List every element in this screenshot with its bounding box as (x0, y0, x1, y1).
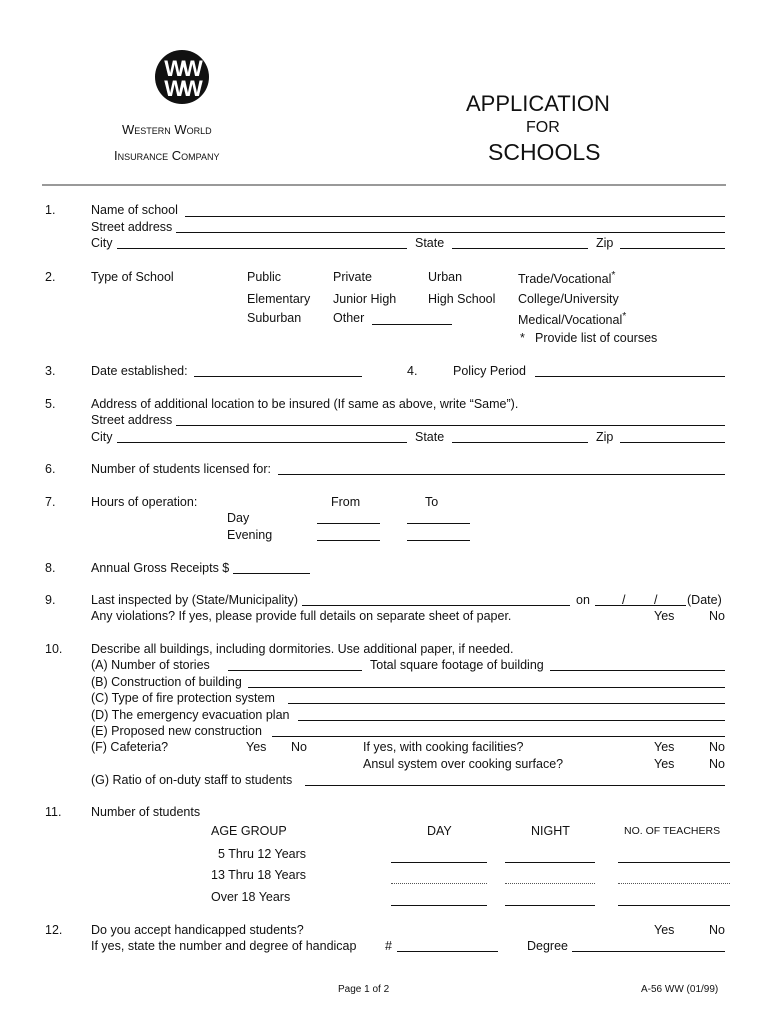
q1-street-field[interactable] (176, 232, 725, 233)
q12-label2: If yes, state the number and degree of handicap (91, 939, 357, 953)
q9-label: Last inspected by (State/Municipality) (91, 593, 299, 607)
q1-city-label: City (91, 236, 113, 250)
q11-day-header: DAY (427, 824, 452, 838)
q5-zip-field[interactable] (620, 442, 725, 443)
q2-junior-high[interactable]: Junior High (333, 292, 397, 306)
q9-date-label: (Date) (687, 593, 722, 607)
q12-yes[interactable]: Yes (654, 923, 675, 937)
q2-note: Provide list of courses (535, 331, 658, 345)
q5-label: Address of additional location to be insured (If same as above, write “Same”). (91, 397, 519, 411)
q9-date-field[interactable] (595, 605, 686, 606)
q5-street-field[interactable] (176, 425, 725, 426)
q2-college[interactable]: College/University (518, 292, 619, 306)
q10-cooking-yes[interactable]: Yes (654, 740, 675, 754)
q6-label: Number of students licensed for: (91, 462, 271, 476)
q4-number: 4. (407, 364, 418, 378)
q5-number: 5. (45, 397, 56, 411)
q7-evening-label: Evening (227, 528, 273, 542)
q2-private[interactable]: Private (333, 270, 372, 284)
q12-no[interactable]: No (709, 923, 725, 937)
q2-medical-text: Medical/Vocational (518, 313, 623, 328)
q7-evening-from-field[interactable] (317, 540, 380, 541)
q11-row3-day-field[interactable] (391, 905, 487, 906)
q11-row1-day-field[interactable] (391, 862, 487, 863)
q10-a2-field[interactable] (550, 670, 725, 671)
q2-high-school[interactable]: High School (428, 292, 496, 306)
q1-name-label: Name of school (91, 203, 178, 217)
q1-city-field[interactable] (117, 248, 407, 249)
q5-city-label: City (91, 430, 113, 444)
title-schools: SCHOOLS (488, 139, 601, 165)
q7-to-header: To (425, 495, 439, 509)
q10-b-field[interactable] (248, 687, 725, 688)
logo-text-bottom: WW (164, 76, 200, 101)
q11-age-header: AGE GROUP (211, 824, 287, 838)
q11-row3-teachers-field[interactable] (618, 905, 730, 906)
q2-trade-vocational[interactable] (518, 271, 615, 286)
q9-on-label: on (576, 593, 590, 607)
q10-a-label: (A) Number of stories (91, 658, 210, 672)
q11-row-label: 13 Thru 18 Years (211, 868, 306, 882)
q9-slash-1: / (622, 593, 626, 607)
q2-other-field[interactable] (372, 324, 452, 325)
q3-number: 3. (45, 364, 56, 378)
q5-state-label: State (415, 430, 445, 444)
title-application: APPLICATION (466, 91, 610, 116)
page-number: Page 1 of 2 (338, 984, 390, 995)
q11-row-label: 5 Thru 12 Years (218, 847, 307, 861)
q3-label: Date established: (91, 364, 188, 378)
q7-day-to-field[interactable] (407, 523, 470, 524)
q10-g-label: (G) Ratio of on-duty staff to students (91, 773, 293, 787)
q11-night-header: NIGHT (531, 824, 570, 838)
q3-date-field[interactable] (194, 376, 362, 377)
q7-day-from-field[interactable] (317, 523, 380, 524)
q1-zip-field[interactable] (620, 248, 725, 249)
q10-ansul-no[interactable]: No (709, 757, 725, 771)
q7-evening-to-field[interactable] (407, 540, 470, 541)
q11-row1-night-field[interactable] (505, 862, 595, 863)
q2-urban[interactable]: Urban (428, 270, 463, 284)
q10-a2-label: Total square footage of building (370, 658, 544, 672)
company-name-line1: Western World (122, 122, 212, 137)
q4-policy-field[interactable] (535, 376, 725, 377)
q5-city-field[interactable] (117, 442, 407, 443)
q2-trade-star: * (611, 270, 616, 281)
q10-f-no[interactable]: No (291, 740, 307, 754)
q9-inspector-field[interactable] (302, 605, 570, 606)
q5-state-field[interactable] (452, 442, 588, 443)
q2-number: 2. (45, 270, 56, 284)
q9-slash-2: / (654, 593, 658, 607)
q10-cooking-label: If yes, with cooking facilities? (363, 740, 524, 754)
q12-number: 12. (45, 923, 63, 937)
q10-f-label: (F) Cafeteria? (91, 740, 169, 754)
q11-number: 11. (45, 805, 62, 819)
q8-label: Annual Gross Receipts $ (91, 561, 230, 575)
q1-number: 1. (45, 203, 56, 217)
q8-number: 8. (45, 561, 56, 575)
q4-label: Policy Period (453, 364, 526, 378)
q10-e-label: (E) Proposed new construction (91, 724, 262, 738)
form-code: A-56 WW (01/99) (641, 984, 719, 995)
q10-c-field[interactable] (288, 703, 725, 704)
q10-cooking-no[interactable]: No (709, 740, 725, 754)
q7-label: Hours of operation: (91, 495, 198, 509)
q12-label: Do you accept handicapped students? (91, 923, 304, 937)
q9-number: 9. (45, 593, 56, 607)
q2-medical-star: * (622, 311, 627, 322)
q11-row3-night-field[interactable] (505, 905, 595, 906)
q12-degree-label: Degree (527, 939, 568, 953)
q2-label: Type of School (91, 270, 174, 284)
q11-row2-teachers-field[interactable] (618, 883, 730, 884)
q10-c-label: (C) Type of fire protection system (91, 691, 275, 705)
q7-number: 7. (45, 495, 56, 509)
company-logo (155, 50, 209, 104)
q8-field[interactable] (233, 573, 310, 574)
q10-ansul-label: Ansul system over cooking surface? (363, 757, 564, 771)
q6-field[interactable] (278, 474, 725, 475)
q10-f-yes[interactable]: Yes (246, 740, 267, 754)
q1-zip-label: Zip (596, 236, 614, 250)
q11-row2-night-field[interactable] (505, 883, 595, 884)
q2-suburban[interactable]: Suburban (247, 311, 302, 325)
q1-state-field[interactable] (452, 248, 588, 249)
q6-number: 6. (45, 462, 56, 476)
q10-d-label: (D) The emergency evacuation plan (91, 708, 290, 722)
title-for: FOR (526, 119, 560, 136)
q11-label: Number of students (91, 805, 201, 819)
company-name-line2: Insurance Company (114, 148, 220, 163)
q12-degree-field[interactable] (572, 951, 725, 952)
q5-zip-label: Zip (596, 430, 614, 444)
q12-number-field[interactable] (397, 951, 498, 952)
q10-e-field[interactable] (272, 736, 725, 737)
q10-ansul-yes[interactable]: Yes (654, 757, 675, 771)
q10-b-label: (B) Construction of building (91, 675, 242, 689)
q7-from-header: From (331, 495, 361, 509)
q2-public[interactable]: Public (247, 270, 282, 284)
q11-teachers-header: NO. OF TEACHERS (624, 825, 721, 837)
q1-street-label: Street address (91, 220, 173, 234)
header-divider (42, 184, 726, 186)
q5-street-label: Street address (91, 413, 173, 427)
q7-day-label: Day (227, 511, 250, 525)
q10-label: Describe all buildings, including dormitories. Use additional paper, if needed. (91, 642, 514, 656)
q2-other[interactable]: Other (333, 311, 365, 325)
q11-row-label: Over 18 Years (211, 890, 291, 904)
logo-text-top: WW (164, 56, 200, 81)
q2-elementary[interactable]: Elementary (247, 292, 311, 306)
q10-number: 10. (45, 642, 63, 656)
q11-row1-teachers-field[interactable] (618, 862, 730, 863)
q2-medical-vocational[interactable] (518, 312, 626, 327)
q10-g-field[interactable] (305, 785, 725, 786)
q2-trade-text: Trade/Vocational (518, 272, 612, 287)
q1-state-label: State (415, 236, 445, 250)
q2-note-star: * (520, 331, 525, 345)
q9-violations: Any violations? If yes, please provide full details on separate sheet of paper. (91, 609, 512, 623)
q12-hash: # (385, 939, 392, 953)
q9-no[interactable]: No (709, 609, 725, 623)
q11-row2-day-field[interactable] (391, 883, 487, 884)
q10-d-field[interactable] (298, 720, 725, 721)
q9-yes[interactable]: Yes (654, 609, 675, 623)
q10-a-field[interactable] (228, 670, 362, 671)
q1-name-field[interactable] (185, 216, 725, 217)
